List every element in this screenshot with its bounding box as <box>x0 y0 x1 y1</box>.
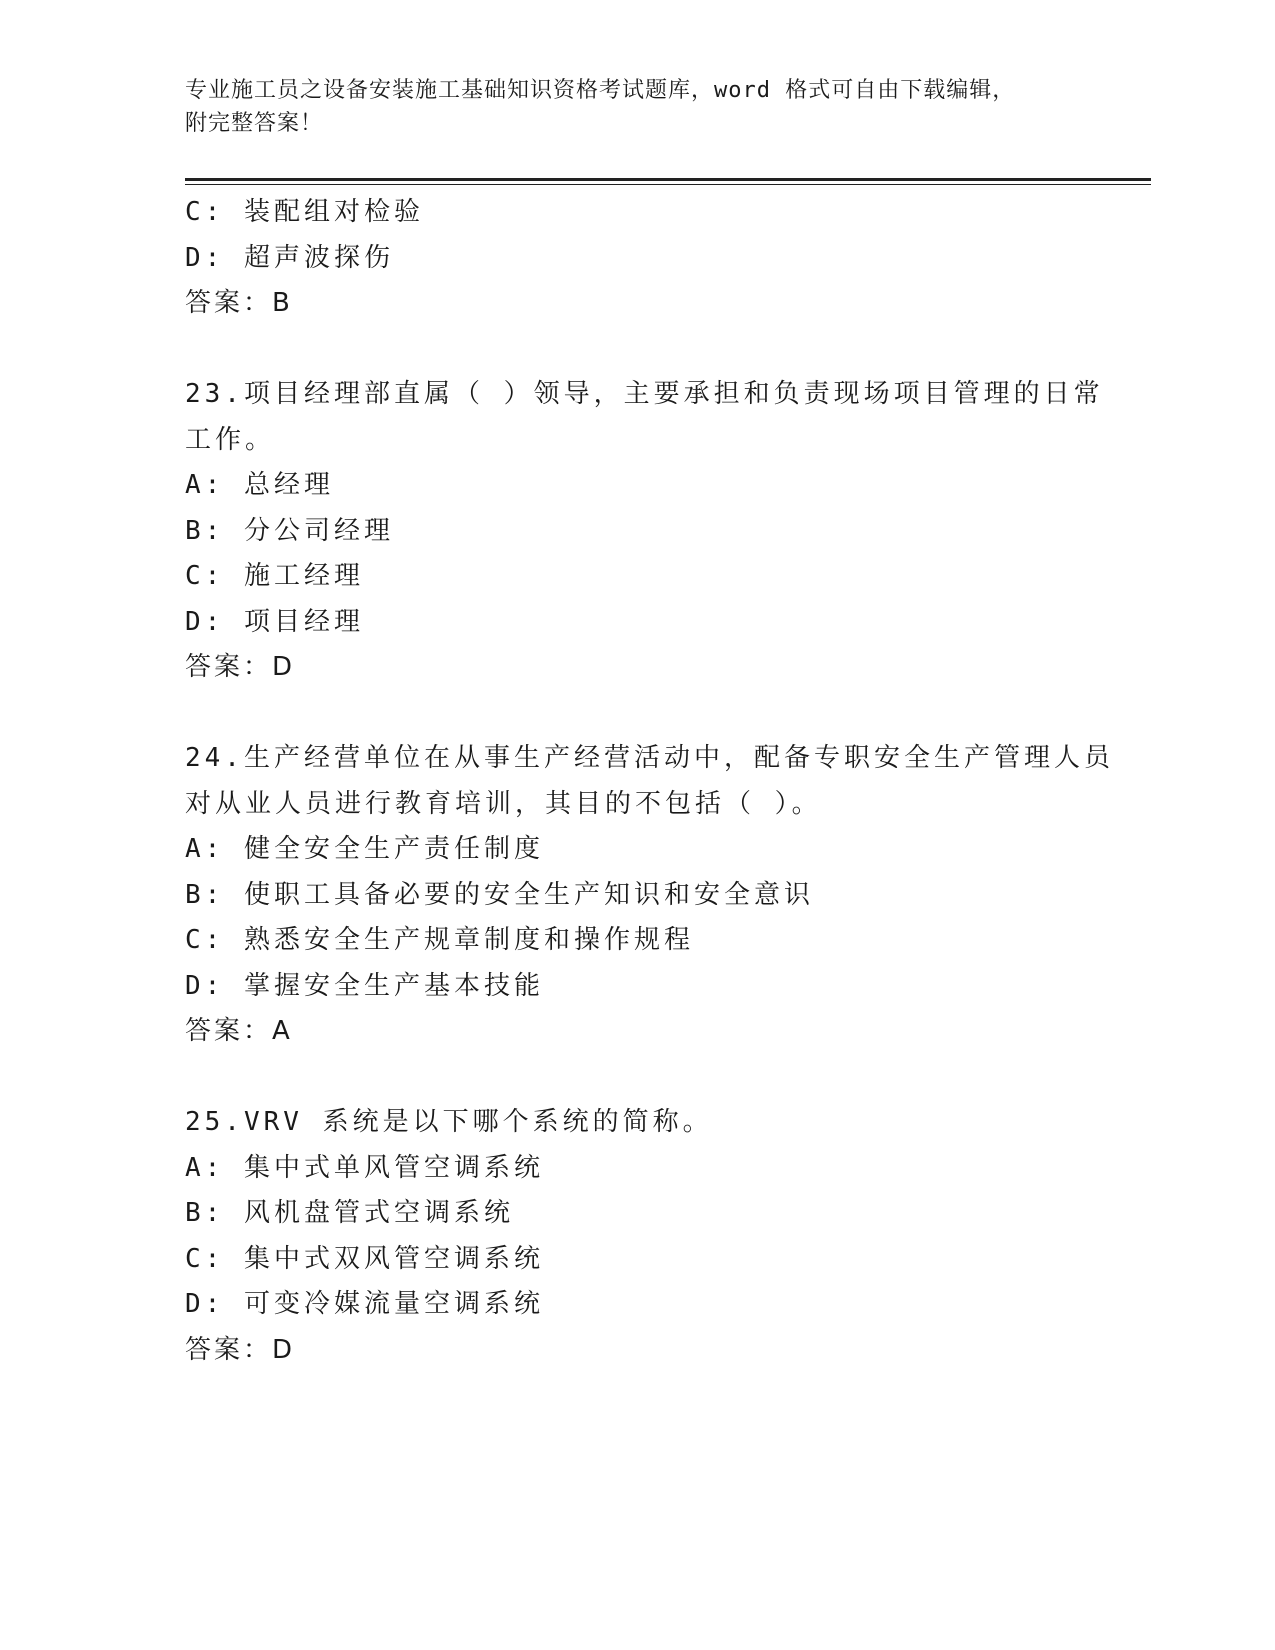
q24-stem-line-2: 对从业人员进行教育培训，其目的不包括（ ）。 <box>185 788 822 819</box>
q23-option-b: B: 分公司经理 <box>185 515 394 546</box>
question-spacer <box>185 691 1085 737</box>
q25-option-a: A: 集中式单风管空调系统 <box>185 1152 544 1183</box>
q24-option-a: A: 健全安全生产责任制度 <box>185 834 544 864</box>
q24-option-c: C: 熟悉安全生产规章制度和操作规程 <box>185 925 694 955</box>
q24-option-d: D: 掌握安全生产基本技能 <box>185 970 544 1001</box>
q22-option-c: C: 装配组对检验 <box>185 197 424 227</box>
q24-stem-line-1: 24.生产经营单位在从事生产经营活动中，配备专职安全生产管理人员 <box>185 743 1114 773</box>
question-list <box>185 190 1114 1373</box>
q22-option-d: D: 超声波探伤 <box>185 242 394 273</box>
q23-stem-line-2: 工作。 <box>185 424 276 455</box>
header-divider-thin <box>185 184 1151 185</box>
q23-option-a: A: 总经理 <box>185 470 334 500</box>
document-header: 专业施工员之设备安装施工基础知识资格考试题库，word 格式可自由下载编辑， 附完整答案！ <box>185 78 1016 136</box>
q23-option-c: C: 施工经理 <box>185 561 364 591</box>
q25-option-d: D: 可变冷媒流量空调系统 <box>185 1289 544 1319</box>
header-divider-thick <box>185 178 1151 181</box>
q25-option-b: B: 风机盘管式空调系统 <box>185 1198 514 1228</box>
q24-answer: 答案：A <box>185 1016 293 1046</box>
q23-option-d: D: 项目经理 <box>185 606 364 637</box>
q25-answer: 答案：D <box>185 1334 296 1365</box>
q25-stem-line-1: 25.VRV 系统是以下哪个系统的简称。 <box>185 1107 713 1137</box>
q24-option-b: B: 使职工具备必要的安全生产知识和安全意识 <box>185 879 814 910</box>
question-spacer <box>185 327 1085 373</box>
q25-option-c: C: 集中式双风管空调系统 <box>185 1243 544 1274</box>
question-spacer <box>185 1055 1085 1101</box>
q23-stem-line-1: 23.项目经理部直属（ ）领导，主要承担和负责现场项目管理的日常 <box>185 379 1104 409</box>
q23-answer: 答案：D <box>185 652 296 682</box>
q22-answer: 答案：B <box>185 288 293 318</box>
